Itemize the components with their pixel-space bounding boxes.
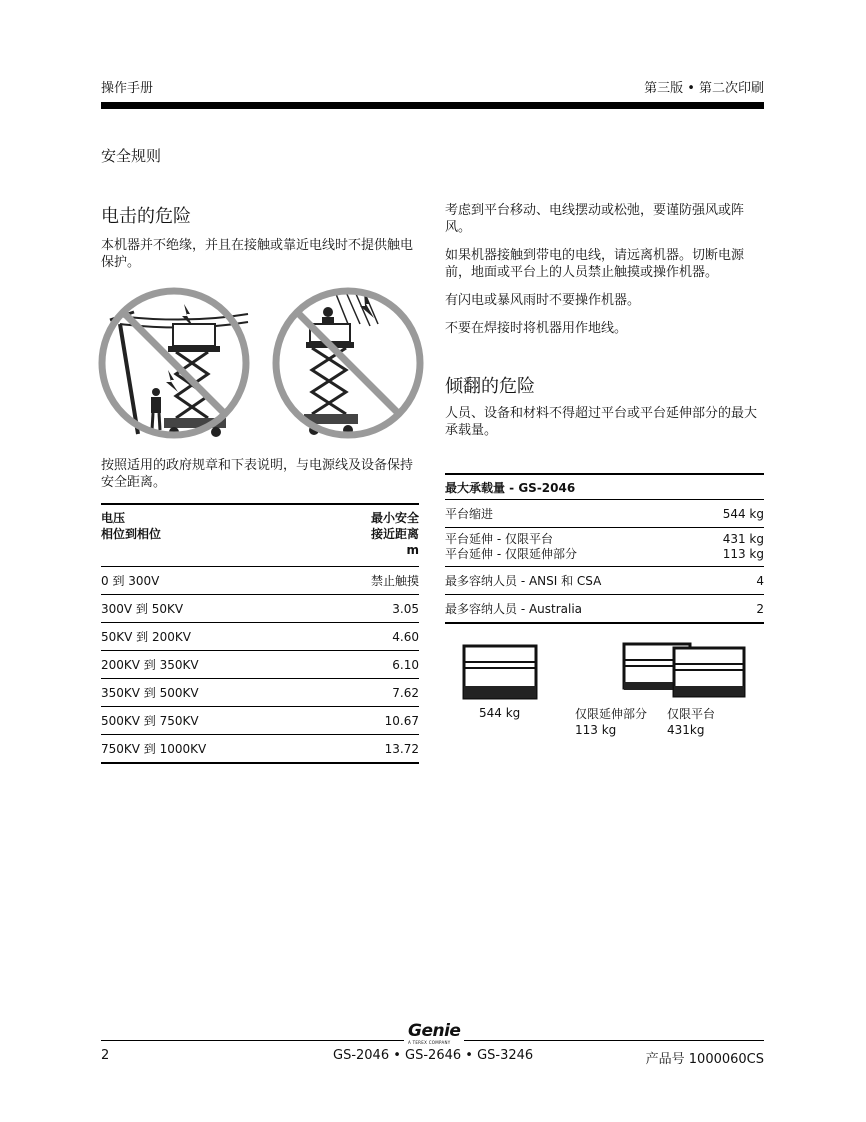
platform-only-value: 431kg <box>667 723 705 737</box>
voltage-cell: 50KV 到 200KV <box>101 623 319 651</box>
header-edition: 第三版 • 第二次印刷 <box>644 81 764 96</box>
table-row <box>445 528 764 567</box>
distance-cell: 10.67 <box>319 707 419 735</box>
footer-part-number: 产品号 1000060CS <box>645 1052 764 1067</box>
header-rule <box>101 102 764 109</box>
col-voltage-header: 电压 <box>101 511 126 525</box>
tipover-intro: 人员、设备和材料不得超过平台或平台延伸部分的最大承载量。 <box>445 406 758 438</box>
capacity-value: 431 kg <box>722 532 764 546</box>
capacity-table-header: 最大承载量 - GS-2046 <box>445 475 764 500</box>
platform-load-diagrams <box>460 640 750 702</box>
retracted-platform-diagram <box>464 646 536 698</box>
table-row <box>101 651 419 679</box>
table-row <box>101 595 419 623</box>
contact-warning: 如果机器接触到带电的电线，请远离机器。切断电源前，地面或平台上的人员禁止触摸或操作机器。 <box>445 248 745 280</box>
logo-wordmark: Genie <box>408 1021 461 1041</box>
table-row <box>101 623 419 651</box>
distance-cell: 6.10 <box>319 651 419 679</box>
capacity-value: 2 <box>697 595 764 624</box>
table-row <box>445 595 764 624</box>
tipover-heading: 倾翻的危险 <box>445 376 535 397</box>
max-capacity-table <box>445 473 764 624</box>
platform-only-label: 仅限平台 <box>667 707 716 721</box>
electrocution-heading: 电击的危险 <box>101 206 191 227</box>
extension-only-capacity <box>575 706 647 738</box>
footer-models: GS-2046 • GS-2646 • GS-3246 <box>333 1048 534 1063</box>
ground-warning: 不要在焊接时将机器用作地线。 <box>445 321 628 336</box>
voltage-cell: 500KV 到 750KV <box>101 707 319 735</box>
logo-tagline: A TEREX COMPANY <box>408 1040 451 1045</box>
capacity-label: 最多容纳人员 - Australia <box>445 595 697 624</box>
power-line-contact-illustration <box>102 291 248 437</box>
voltage-cell: 350KV 到 500KV <box>101 679 319 707</box>
capacity-label: 平台延伸 - 仅限延伸部分 <box>445 547 577 561</box>
safe-distance-instructions: 按照适用的政府规章和下表说明，与电源线及设备保持安全距离。 <box>101 458 414 490</box>
distance-cell: 禁止触摸 <box>319 567 419 595</box>
capacity-value: 113 kg <box>722 547 764 561</box>
table-row <box>101 735 419 764</box>
capacity-label: 平台延伸 - 仅限平台 <box>445 532 553 546</box>
header-manual-title: 操作手册 <box>101 81 154 96</box>
extended-platform-diagram <box>624 644 744 696</box>
section-title: 安全规则 <box>101 147 162 165</box>
wind-warning: 考虑到平台移动、电线摆动或松弛，要谨防强风或阵风。 <box>445 203 745 235</box>
capacity-value: 4 <box>697 567 764 595</box>
voltage-cell: 200KV 到 350KV <box>101 651 319 679</box>
safe-distance-table <box>101 503 419 764</box>
table-row <box>101 679 419 707</box>
electrocution-hazard-illustrations <box>98 284 424 442</box>
capacity-label: 最多容纳人员 - ANSI 和 CSA <box>445 567 697 595</box>
table-row <box>445 567 764 595</box>
capacity-value: 544 kg <box>697 500 764 528</box>
electrocution-intro: 本机器并不绝缘，并且在接触或靠近电线时不提供触电保护。 <box>101 238 414 270</box>
distance-cell: 4.60 <box>319 623 419 651</box>
voltage-cell: 0 到 300V <box>101 567 319 595</box>
lightning-warning: 有闪电或暴风雨时不要操作机器。 <box>445 293 641 308</box>
extension-only-label: 仅限延伸部分 <box>575 707 648 721</box>
page-number: 2 <box>101 1048 110 1063</box>
capacity-label: 平台缩进 <box>445 500 697 528</box>
voltage-cell: 750KV 到 1000KV <box>101 735 319 764</box>
distance-cell: 3.05 <box>319 595 419 623</box>
col-distance-unit: m <box>406 543 419 557</box>
distance-cell: 7.62 <box>319 679 419 707</box>
table-header-row <box>445 475 764 500</box>
genie-logo <box>404 1023 464 1045</box>
retracted-capacity-label: 544 kg <box>479 706 521 720</box>
platform-only-capacity <box>667 706 715 738</box>
table-header-row <box>101 505 419 567</box>
table-row <box>101 707 419 735</box>
voltage-cell: 300V 到 50KV <box>101 595 319 623</box>
lightning-storm-illustration <box>276 291 420 435</box>
distance-cell: 13.72 <box>319 735 419 764</box>
col-distance-header: 最小安全 <box>370 511 419 525</box>
col-distance-subheader: 接近距离 <box>370 527 419 541</box>
table-row <box>445 500 764 528</box>
extension-only-value: 113 kg <box>575 723 617 737</box>
table-row <box>101 567 419 595</box>
col-voltage-subheader: 相位到相位 <box>101 527 162 541</box>
